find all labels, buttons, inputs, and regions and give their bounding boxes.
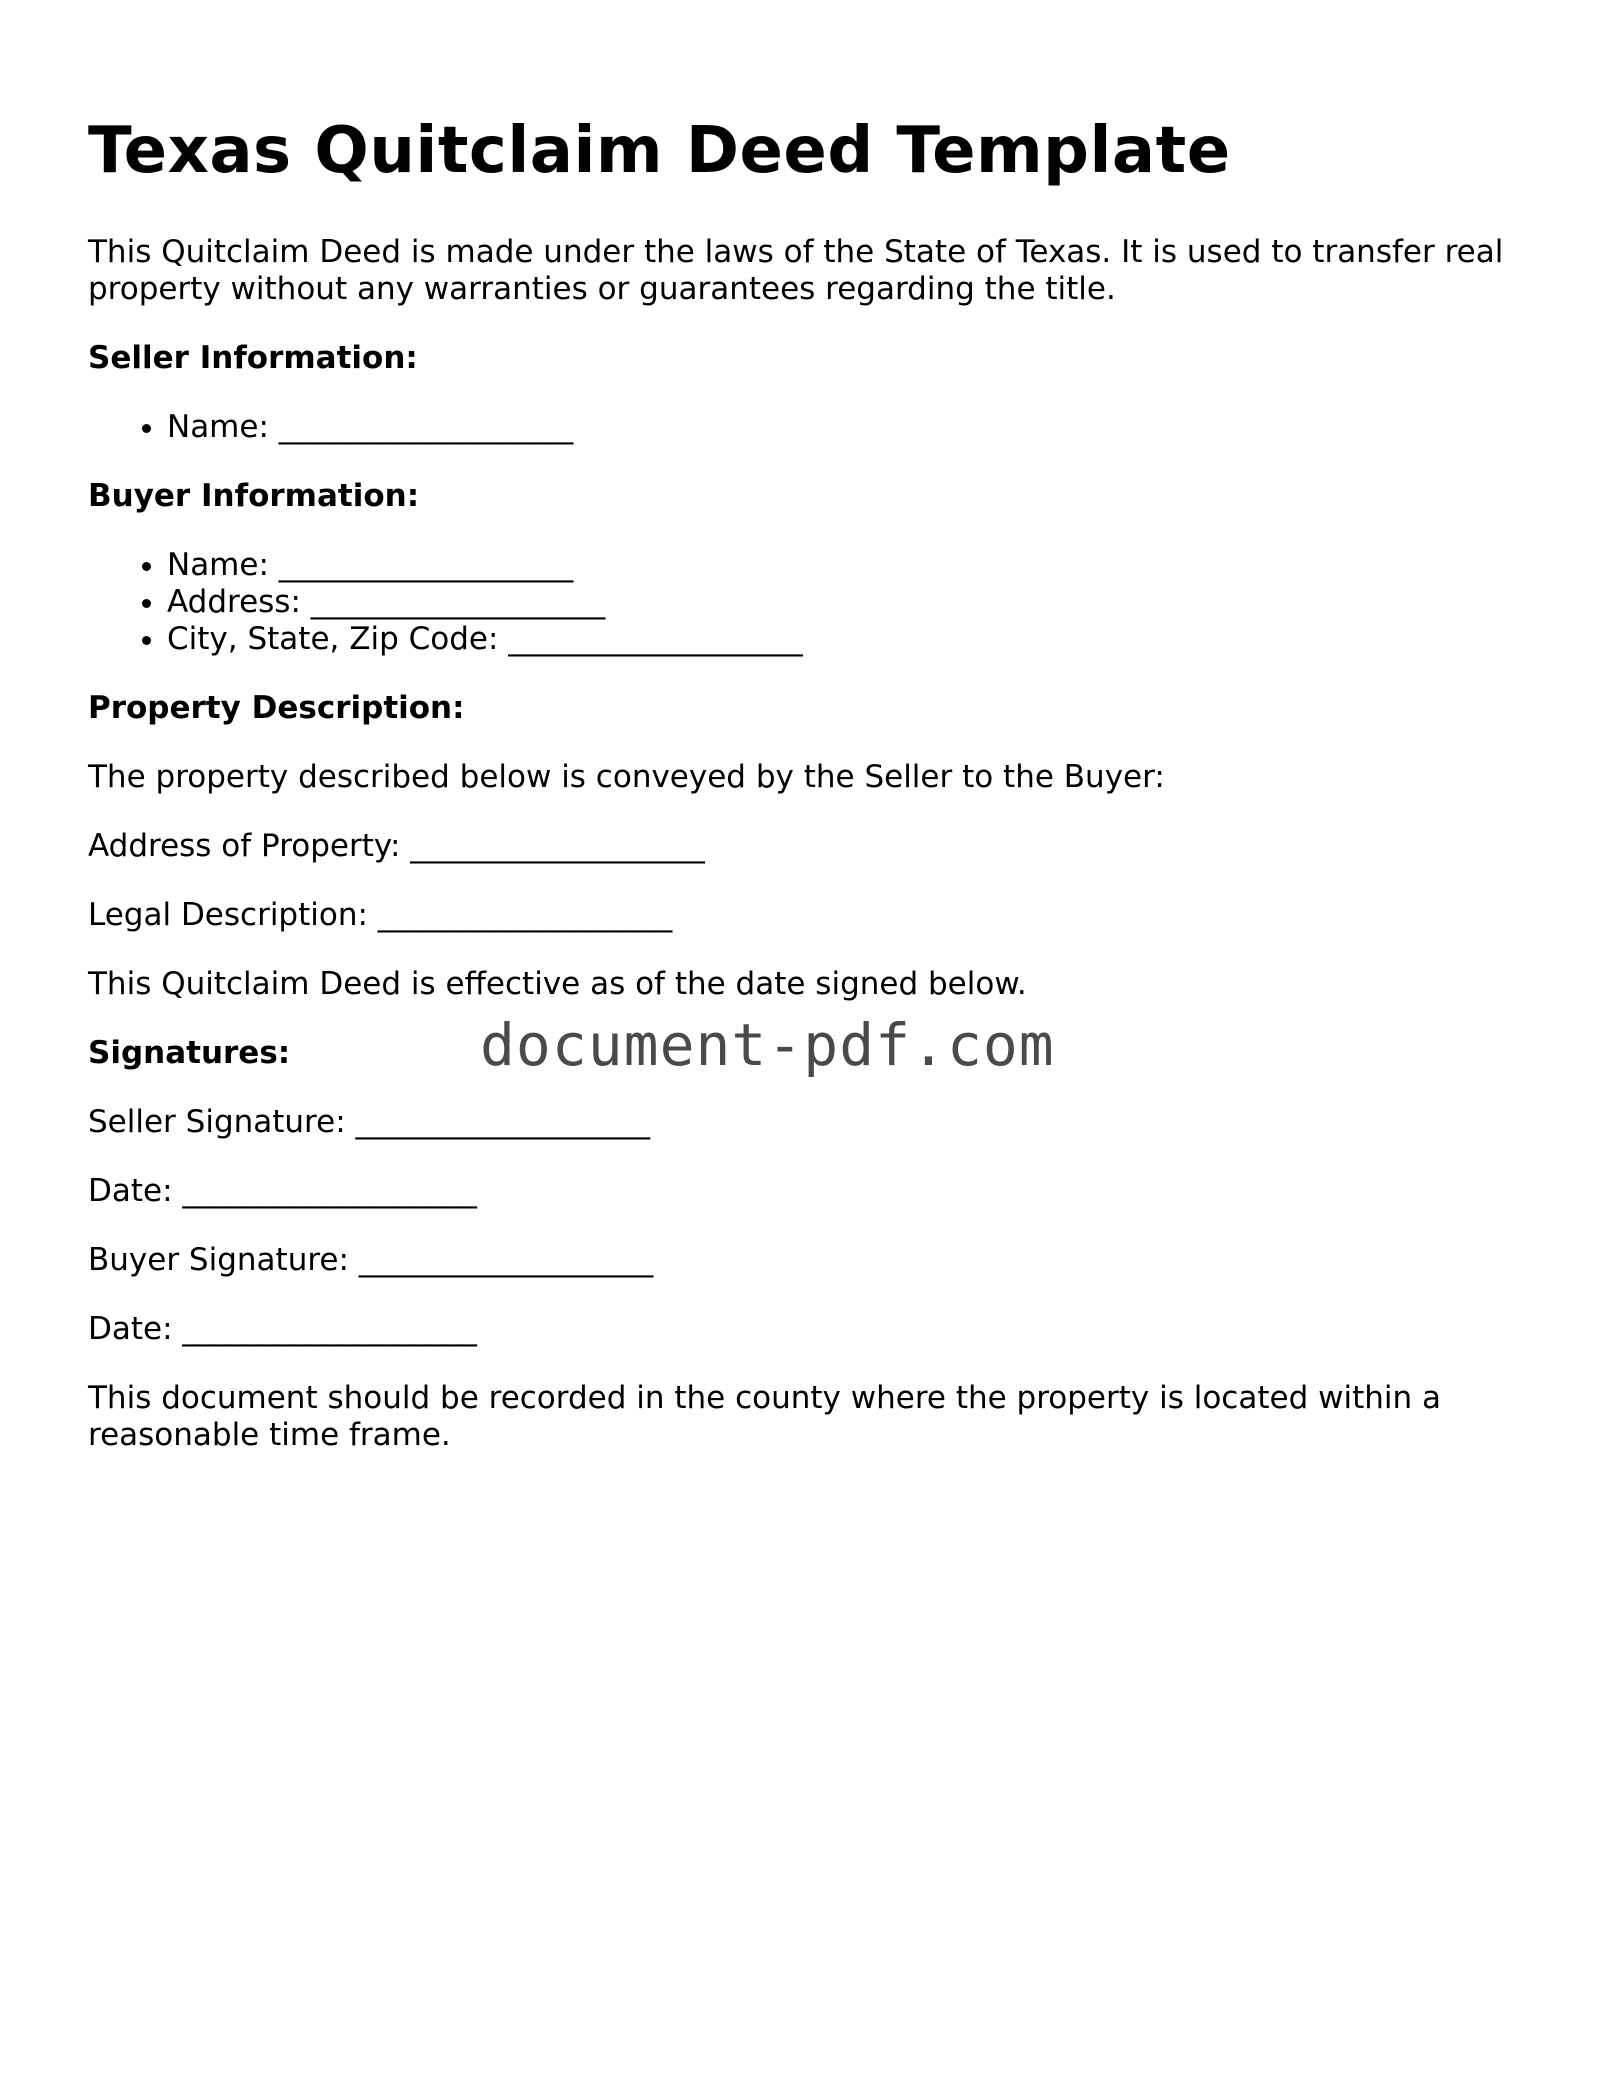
buyer-date-field: Date: ___________________ xyxy=(88,1311,477,1347)
property-address-field: Address of Property: ___________________ xyxy=(88,828,705,864)
property-heading: Property Description: xyxy=(88,690,465,726)
watermark-text: document-pdf.com xyxy=(480,1011,1055,1079)
seller-name-field: • Name: ___________________ xyxy=(167,409,1528,446)
buyer-name-field: • Name: ___________________ xyxy=(167,547,1528,584)
seller-heading: Seller Information: xyxy=(88,340,418,376)
seller-date-field: Date: ___________________ xyxy=(88,1173,477,1209)
buyer-address-field: • Address: ___________________ xyxy=(167,584,1528,621)
document-title: Texas Quitclaim Deed Template xyxy=(88,114,1231,188)
buyer-signature-field: Buyer Signature: ___________________ xyxy=(88,1242,654,1278)
buyer-field-list xyxy=(88,547,1528,658)
document-page xyxy=(88,110,1528,1486)
effective-date-statement: This Quitclaim Deed is effective as of the date signed below. xyxy=(88,966,1027,1002)
seller-signature-field: Seller Signature: ___________________ xyxy=(88,1104,650,1140)
seller-field-list xyxy=(88,409,1528,446)
signatures-heading: Signatures: xyxy=(88,1035,291,1071)
closing-paragraph: This document should be recorded in the county where the property is located within a reasonable time frame. xyxy=(88,1380,1441,1453)
property-statement: The property described below is conveyed by the Seller to the Buyer: xyxy=(88,759,1165,795)
intro-paragraph: This Quitclaim Deed is made under the laws of the State of Texas. It is used to transfer real property without any warranties or guarantees regarding the title. xyxy=(88,234,1504,307)
buyer-city-state-zip-field: • City, State, Zip Code: ___________________ xyxy=(167,621,1528,658)
buyer-heading: Buyer Information: xyxy=(88,478,420,514)
legal-description-field: Legal Description: ___________________ xyxy=(88,897,673,933)
